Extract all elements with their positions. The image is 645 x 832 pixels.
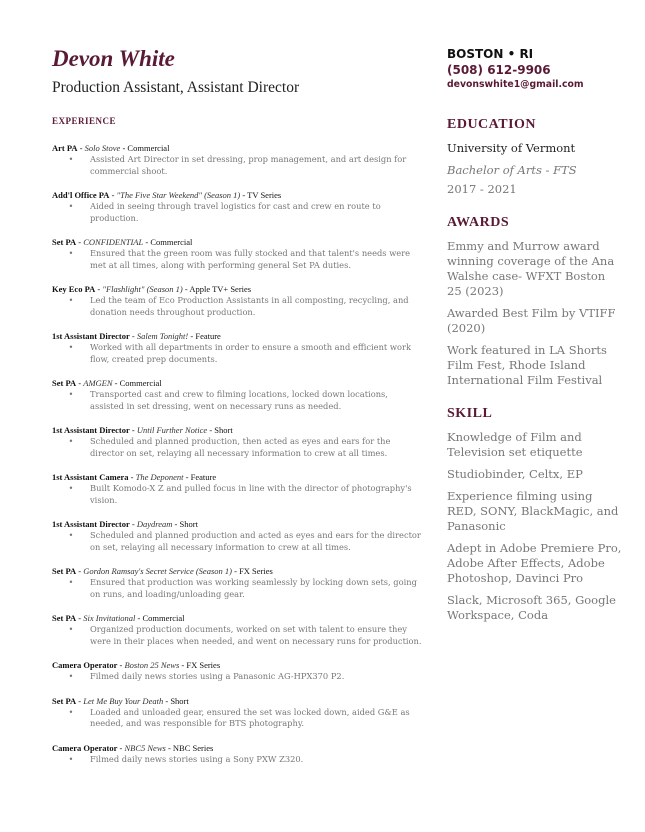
sidebar [447,46,622,630]
job-entry [52,331,422,365]
education-degree: Bachelor of Arts - FTS [447,163,577,177]
job-type: Apple TV+ Series [189,284,252,294]
job-description: Filmed daily news stories using a Panasonic AG-HPX370 P2. [90,671,345,681]
job-header: 1st Assistant Director - Salem Tonight! - Feature [52,331,221,341]
bullet-icon: • [68,154,74,164]
award-item: Awarded Best Film by VTIFF (2020) [447,306,616,335]
job-type: Commercial [150,237,193,247]
job-bullet [52,154,422,177]
job-type: Commercial [127,143,170,153]
education-heading: EDUCATION [447,117,537,132]
job-type: Short [214,425,233,435]
job-role: Camera Operator [52,660,118,670]
job-project: NBC5 News [124,742,166,753]
job-project: CONFIDENTIAL [83,237,144,247]
job-type: Feature [195,331,221,341]
job-description: Aided in seeing through travel logistics for cast and crew en route to production. [90,201,381,223]
job-type: TV Series [247,190,282,200]
job-entry [52,660,422,683]
job-header: Set PA - CONFIDENTIAL - Commercial [52,237,193,247]
job-project: Until Further Notice [136,425,208,435]
job-bullet [52,754,422,766]
job-role: Set PA [52,695,77,706]
job-role: Set PA [52,613,77,623]
job-type: Commercial [119,378,162,388]
job-bullet [52,248,422,271]
job-role: Camera Operator [52,742,118,753]
job-entry [52,190,422,224]
job-project: AMGEN [83,378,113,388]
job-description: Scheduled and planned production and acted as eyes and ears for the director on set, relaying all necessary information to crew at all times. [90,530,421,552]
job-header: Set PA - Gordon Ramsay's Secret Service (Season 1) - FX Series [52,566,273,576]
education-years: 2017 - 2021 [447,182,517,196]
job-bullet [52,707,422,730]
job-header: 1st Assistant Camera - The Deponent - Feature [52,472,217,482]
job-entry [52,284,422,318]
bullet-icon: • [68,753,74,764]
job-type: Short [170,695,189,706]
job-project: Daydream [136,519,173,529]
job-header: Camera Operator - NBC5 News - NBC Series [52,742,214,753]
job-description: Loaded and unloaded gear, ensured the set was locked down, aided G&E as needed, and was responsible for BTS photography. [90,706,410,728]
job-description: Scheduled and planned production, then acted as eyes and ears for the director on set, relaying all necessary information to crew at all times. [90,436,391,458]
skill-item: Studiobinder, Celtx, EP [447,467,583,481]
skill-heading: SKILL [447,406,493,421]
candidate-title: Production Assistant, Assistant Director [52,79,300,96]
job-bullet [52,436,422,459]
job-role: Set PA [52,378,77,388]
bullet-icon: • [68,436,74,446]
job-type: FX Series [239,566,273,576]
job-project: Six Invitational [83,613,136,623]
job-description: Organized production documents, worked on set with talent to ensure they were in their places when needed, and went on necessary runs for production. [90,624,422,646]
job-header: Key Eco PA - "Flashlight" (Season 1) - Apple TV+ Series [52,284,252,294]
job-entry [52,613,422,647]
job-role: Art PA [52,143,78,153]
skill-item: Slack, Microsoft 365, Google Workspace, Coda [447,593,616,622]
job-entry [52,472,422,506]
job-role: 1st Assistant Director [52,519,130,529]
bullet-icon: • [68,706,74,717]
job-entry [52,378,422,412]
job-role: Set PA [52,237,77,247]
bullet-icon: • [68,577,74,587]
job-description: Worked with all departments in order to ensure a smooth and efficient work flow, created prep documents. [90,342,411,364]
bullet-icon: • [68,530,74,540]
award-item: Emmy and Murrow award winning coverage of the Ana Walshe case- WFXT Boston 25 (2023) [447,239,615,298]
job-header: Set PA - Six Invitational - Commercial [52,613,185,623]
bullet-icon: • [68,483,74,493]
job-bullet [52,342,422,365]
job-header: Art PA - Solo Stove - Commercial [52,143,170,153]
job-description: Built Komodo-X Z and pulled focus in line with the director of photography's vision. [90,483,412,505]
job-type: FX Series [186,660,221,670]
job-bullet [52,624,422,647]
job-description: Ensured that the green room was fully stocked and that talent's needs were met at all times, along with performing general Set PA duties. [90,248,411,270]
job-description: Filmed daily news stories using a Sony PXW Z320. [90,753,304,764]
job-type: Short [179,519,198,529]
bullet-icon: • [68,295,74,305]
job-header: 1st Assistant Director - Until Further Notice - Short [52,425,233,435]
job-description: Transported cast and crew to filming locations, locked down locations, assisted in set dressing, went on necessary runs as needed. [90,389,388,411]
award-item: Work featured in LA Shorts Film Fest, Rhode Island International Film Festival [447,343,607,387]
job-header: Set PA - Let Me Buy Your Death - Short [52,695,189,706]
job-bullet [52,483,422,506]
job-header: Set PA - AMGEN - Commercial [52,378,162,388]
job-description: Assisted Art Director in set dressing, prop management, and art design for commercial shoot. [90,154,407,176]
job-project: The Deponent [135,472,184,482]
candidate-name: Devon White [52,46,175,71]
job-type: Commercial [142,613,185,623]
education-school: University of Vermont [447,141,576,155]
job-bullet [52,577,422,600]
job-entry [52,743,422,766]
job-project: Solo Stove [84,143,121,153]
job-header: Add'l Office PA - "The Five Star Weekend" (Season 1) - TV Series [52,190,282,200]
skill-item: Experience filming using RED, SONY, BlackMagic, and Panasonic [447,489,619,533]
skill-item: Knowledge of Film and Television set etiquette [447,430,583,459]
awards-heading: AWARDS [447,215,510,230]
job-entry [52,143,422,177]
job-project: "Flashlight" (Season 1) [102,284,183,294]
job-role: Set PA [52,566,77,576]
job-project: Gordon Ramsay's Secret Service (Season 1) [83,566,232,576]
job-entry [52,696,422,730]
job-header: 1st Assistant Director - Daydream - Short [52,519,198,529]
job-type: Feature [190,472,217,482]
job-description: Ensured that production was working seamlessly by locking down sets, going on runs, and loading/unloading gear. [90,577,417,599]
job-entry [52,566,422,600]
job-header: Camera Operator - Boston 25 News - FX Series [52,660,221,670]
job-project: Boston 25 News [124,660,180,670]
job-role: Key Eco PA [52,284,96,294]
email: devonswhite1@gmail.com [447,79,584,90]
job-bullet [52,295,422,318]
job-type: NBC Series [172,742,214,753]
bullet-icon: • [68,671,74,681]
job-entry [52,237,422,271]
job-role: 1st Assistant Director [52,331,130,341]
job-project: Let Me Buy Your Death [83,695,164,706]
job-role: 1st Assistant Director [52,425,130,435]
experience-heading: EXPERIENCE [52,116,117,126]
bullet-icon: • [68,248,74,258]
phone: (508) 612-9906 [447,63,551,77]
job-role: Add'l Office PA [52,190,110,200]
job-bullet [52,201,422,224]
job-bullet [52,389,422,412]
bullet-icon: • [68,342,74,352]
job-bullet [52,530,422,553]
job-bullet [52,671,422,683]
job-description: Led the team of Eco Production Assistants in all composting, recycling, and donation needs throughout production. [90,295,409,317]
skill-item: Adept in Adobe Premiere Pro, Adobe After Effects, Adobe Photoshop, Davinci Pro [447,541,622,585]
job-project: Salem Tonight! [136,331,189,341]
job-project: "The Five Star Weekend" (Season 1) [116,190,241,200]
bullet-icon: • [68,389,74,399]
bullet-icon: • [68,201,74,211]
bullet-icon: • [68,624,74,634]
experience-list [52,143,422,778]
job-role: 1st Assistant Camera [52,472,129,482]
job-entry [52,425,422,459]
location: BOSTON • RI [447,47,534,61]
job-entry [52,519,422,553]
